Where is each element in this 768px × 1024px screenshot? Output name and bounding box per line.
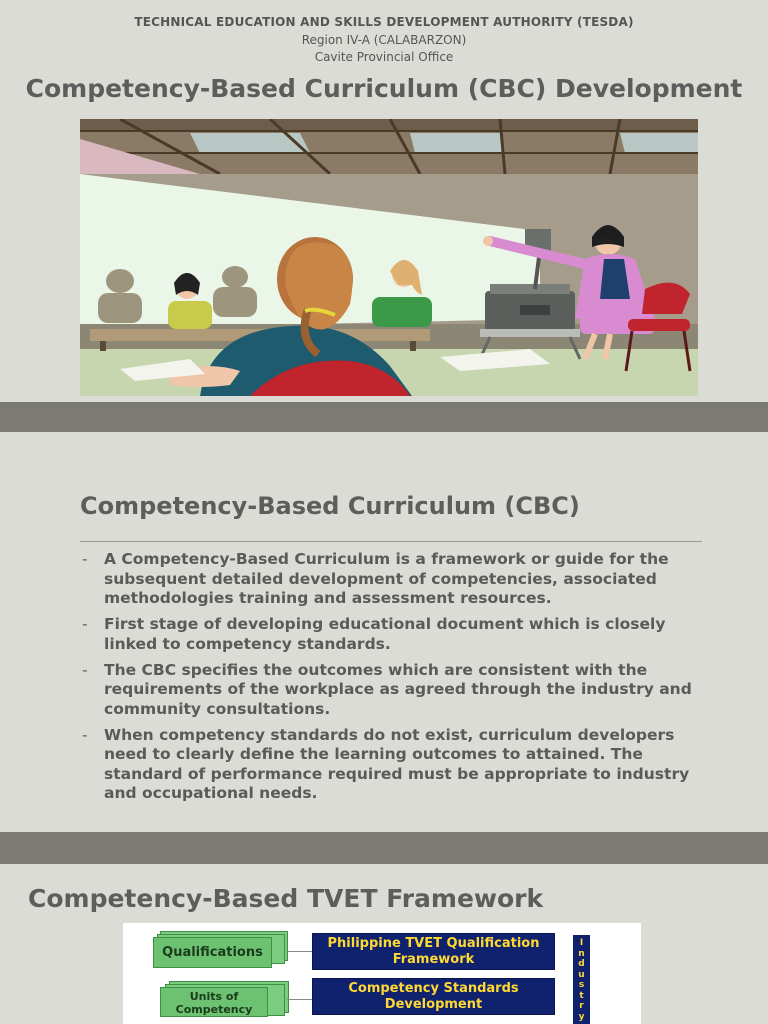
organization-region: Region IV-A (CALABARZON) xyxy=(301,33,467,47)
bullet-marker: - xyxy=(82,550,88,568)
list-item xyxy=(82,726,722,804)
industry-label xyxy=(573,935,590,1024)
bullet-list xyxy=(82,550,722,810)
slide-3-title: Competency-Based TVET Framework xyxy=(28,884,544,913)
connector-arrow xyxy=(286,951,312,952)
slide-2-title: Competency-Based Curriculum (CBC) xyxy=(80,492,580,520)
slide-separator xyxy=(0,402,768,432)
slide-2 xyxy=(0,432,768,832)
framework-diagram xyxy=(123,923,641,1024)
slide-1 xyxy=(0,0,768,402)
organization-office: Cavite Provincial Office xyxy=(314,50,454,64)
bullet-text: When competency standards do not exist, curriculum developers need to clearly define the learning outcomes to attained. The standard of performance required must be appropriate to industry and occupational needs. xyxy=(104,725,690,802)
bullet-marker: - xyxy=(82,660,88,679)
connector-arrow xyxy=(287,999,312,1000)
bullet-text: The CBC specifies the outcomes which are consistent with the requirements of the workplace as agreed through the industry and community consultations. xyxy=(104,660,692,718)
list-item xyxy=(82,615,722,654)
classroom-illustration xyxy=(80,119,698,396)
bullet-marker: - xyxy=(82,725,88,744)
qualifications-box: Qualifications xyxy=(153,937,272,968)
list-item xyxy=(82,661,722,720)
bullet-text: First stage of developing educational document which is closely linked to competency standards. xyxy=(104,615,666,653)
title-divider xyxy=(80,541,702,542)
units-of-competency-box: Units of Competency xyxy=(160,987,268,1017)
slide-separator xyxy=(0,832,768,864)
list-item xyxy=(82,550,722,609)
qualification-framework-box: Philippine TVET Qualification Framework xyxy=(312,933,555,970)
slide-3 xyxy=(0,864,768,1024)
bullet-marker: - xyxy=(82,615,88,633)
bullet-text: A Competency-Based Curriculum is a framework or guide for the subsequent detailed development of competencies, associated methodologies training and assessment resources. xyxy=(104,550,669,607)
slide-1-title: Competency-Based Curriculum (CBC) Development xyxy=(25,74,743,103)
competency-standards-box: Competency Standards Development xyxy=(312,978,555,1015)
organization-name: TECHNICAL EDUCATION AND SKILLS DEVELOPMENT AUTHORITY (TESDA) xyxy=(134,15,634,29)
industry-label-text: Industry xyxy=(578,938,585,1022)
